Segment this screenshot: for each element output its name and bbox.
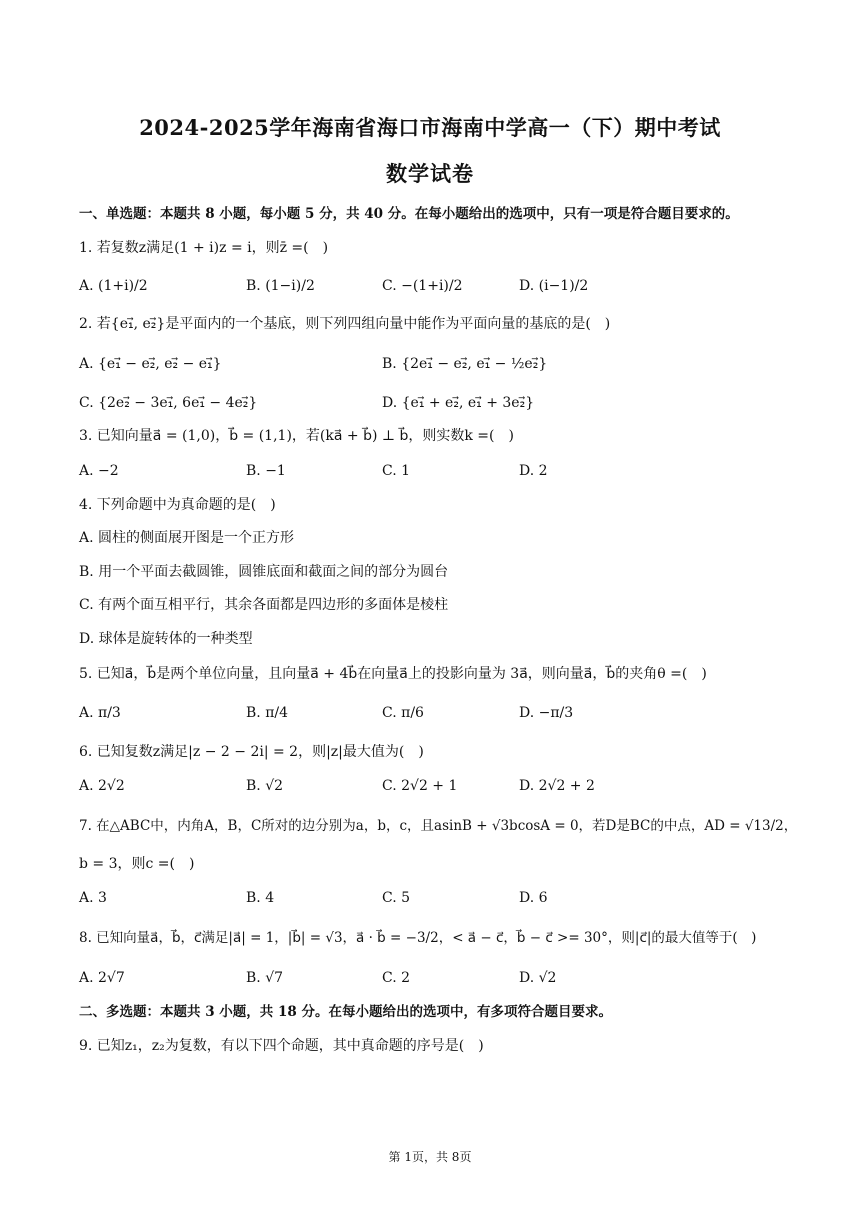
- q3-option-a: A. −2: [79, 463, 119, 479]
- q7-option-b: B. 4: [246, 890, 275, 906]
- q5-option-b: B. π/4: [246, 705, 289, 721]
- q3-option-d: D. 2: [519, 463, 548, 479]
- q4-option-d: D. 球体是旋转体的一种类型: [79, 631, 253, 647]
- exam-subtitle: 数学试卷: [386, 161, 474, 186]
- q6-option-b: B. √2: [246, 778, 284, 794]
- q7-option-d: D. 6: [519, 890, 548, 906]
- question-7-stem: 7. 在△ABC中，内角A，B，C所对的边分别为a，b，c，且asinB + √3bcosA = 0，若D是BC的中点，AD = √13/2，: [79, 818, 798, 834]
- q2-option-a: A. {e₁⃗ − e₂⃗, e₂⃗ − e₁⃗}: [79, 356, 222, 372]
- q2-option-d: D. {e₁⃗ + e₂⃗, e₁⃗ + 3e₂⃗}: [382, 395, 535, 411]
- question-9-stem: 9. 已知z₁，z₂为复数，有以下四个命题，其中真命题的序号是( ): [79, 1038, 484, 1054]
- section-1-heading: 一、单选题：本题共 8 小题，每小题 5 分，共 40 分。在每小题给出的选项中，只有一项是符合题目要求的。: [79, 206, 739, 222]
- question-6-stem: 6. 已知复数z满足|z − 2 − 2i| = 2，则|z|最大值为( ): [79, 744, 424, 760]
- q6-option-a: A. 2√2: [79, 778, 125, 794]
- q4-option-b: B. 用一个平面去截圆锥，圆锥底面和截面之间的部分为圆台: [79, 564, 449, 580]
- question-4-stem: 4. 下列命题中为真命题的是( ): [79, 497, 276, 513]
- q7-option-a: A. 3: [79, 890, 107, 906]
- q1-option-d: D. (i−1)/2: [519, 278, 589, 294]
- question-3-stem: 3. 已知向量a⃗ = (1,0)，b⃗ = (1,1)，若(ka⃗ + b⃗) ⊥ b⃗，则实数k =( ): [79, 428, 514, 444]
- q7-option-c: C. 5: [382, 890, 411, 906]
- q8-option-b: B. √7: [246, 970, 284, 986]
- q6-option-c: C. 2√2 + 1: [382, 778, 458, 794]
- q8-option-c: C. 2: [382, 970, 411, 986]
- q1-option-b: B. (1−i)/2: [246, 278, 315, 294]
- q1-option-a: A. (1+i)/2: [79, 278, 148, 294]
- exam-title: 2024-2025学年海南省海口市海南中学高一（下）期中考试: [139, 115, 721, 140]
- q4-option-c: C. 有两个面互相平行，其余各面都是四边形的多面体是棱柱: [79, 597, 449, 613]
- q5-option-c: C. π/6: [382, 705, 424, 721]
- question-7-stem-continued: b = 3，则c =( ): [79, 856, 195, 872]
- q3-option-b: B. −1: [246, 463, 286, 479]
- q5-option-a: A. π/3: [79, 705, 121, 721]
- question-5-stem: 5. 已知a⃗，b⃗是两个单位向量，且向量a⃗ + 4b⃗在向量a⃗上的投影向量为 3a⃗，则向量a⃗，b⃗的夹角θ =( ): [79, 666, 707, 682]
- q3-option-c: C. 1: [382, 463, 411, 479]
- q5-option-d: D. −π/3: [519, 705, 574, 721]
- q2-option-c: C. {2e₂⃗ − 3e₁⃗, 6e₁⃗ − 4e₂⃗}: [79, 395, 258, 411]
- q6-option-d: D. 2√2 + 2: [519, 778, 595, 794]
- question-2-stem: 2. 若{e₁⃗, e₂⃗}是平面内的一个基底，则下列四组向量中能作为平面向量的基底的是( ): [79, 316, 611, 332]
- q1-option-c: C. −(1+i)/2: [382, 278, 463, 294]
- section-2-heading: 二、多选题：本题共 3 小题，共 18 分。在每小题给出的选项中，有多项符合题目要求。: [79, 1004, 612, 1020]
- page-footer: 第 1页，共 8页: [388, 1150, 472, 1164]
- question-8-stem: 8. 已知向量a⃗，b⃗，c⃗满足|a⃗| = 1，|b⃗| = √3，a⃗ · b⃗ = −3/2，< a⃗ − c⃗，b⃗ − c⃗ >= 30°，则|c⃗|的最大值等于( ): [79, 930, 757, 946]
- question-1-stem: 1. 若复数z满足(1 + i)z = i，则z̄ =( ): [79, 240, 329, 256]
- q8-option-d: D. √2: [519, 970, 557, 986]
- q4-option-a: A. 圆柱的侧面展开图是一个正方形: [79, 530, 295, 546]
- q2-option-b: B. {2e₁⃗ − e₂⃗, e₁⃗ − ½e₂⃗}: [382, 356, 548, 372]
- q8-option-a: A. 2√7: [79, 970, 125, 986]
